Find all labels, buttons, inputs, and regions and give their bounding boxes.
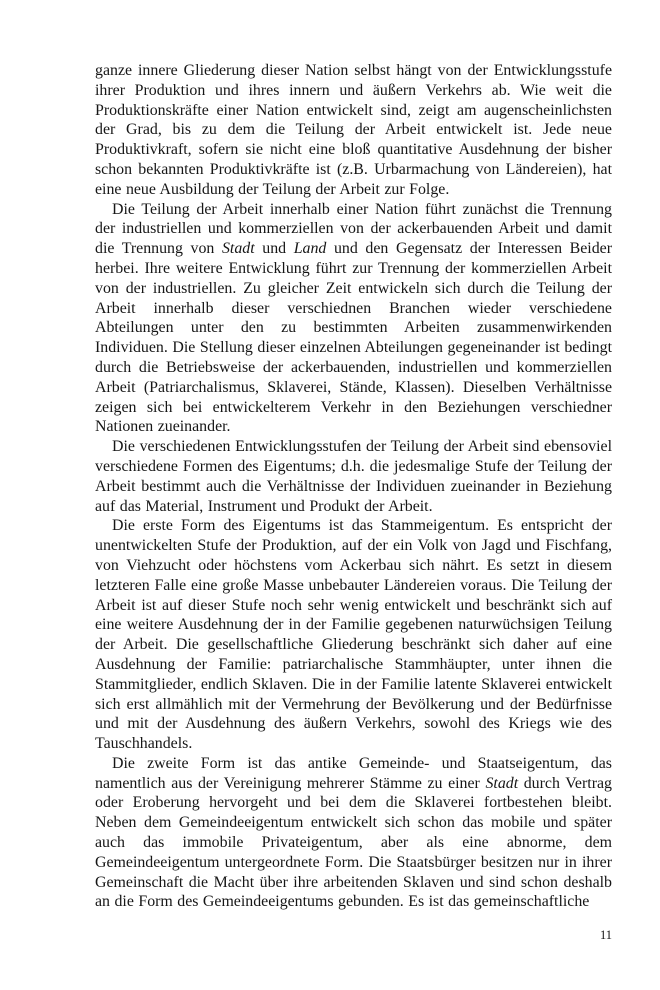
text-run: und — [254, 240, 294, 258]
text-run: Die erste Form des Eigentums ist das Stammeigentum. Es entspricht der unentwickelten Stufe der Produktion, auf der ein Volk von Jagd und Fischfang, von Viehzucht oder höchstens vom Ackerbau sich nährt. Es setzt in diesem letzteren Falle eine große Masse unbebauter Ländereien voraus. Die Teilung der Arbeit ist auf dieser Stufe noch sehr wenig entwickelt und beschränkt sich auf eine weitere Ausdehnung der in der Familie gegebenen naturwüchsigen Teilung der Arbeit. Die gesellschaftliche Gliederung beschränkt sich daher auf eine Ausdehnung der Familie: patriarchalische Stammhäupter, unter ihnen die Stammitglieder, endlich Sklaven. Die in der Familie latente Sklaverei entwickelt sich erst allmählich mit der Vermehrung der Bevölkerung und der Bedürfnisse und mit der Ausdehnung des äußern Verkehrs, sowohl des Kriegs wie des Tauschhandels. — [95, 517, 612, 753]
paragraph — [95, 61, 612, 200]
text-run: und den Gegensatz der Interessen Beider herbei. Ihre weitere Entwicklung führt zur Trennung der kommerziellen Arbeit von der industriellen. Zu gleicher Zeit entwickeln sich durch die Teilung der Arbeit innerhalb dieser verschiednen Branchen wieder verschiedene Abteilungen unter den zu bestimmten Arbeiten zusammenwirkenden Individuen. Die Stellung dieser einzelnen Abteilungen gegeneinander ist bedingt durch die Betriebsweise der ackerbauenden, industriellen und kommerziellen Arbeit (Patriarchalismus, Sklaverei, Stände, Klassen). Dieselben Verhältnisse zeigen sich bei entwickelterem Verkehr in den Beziehungen verschiedner Nationen zueinander. — [95, 240, 613, 436]
page-text-block — [95, 61, 612, 912]
paragraph — [95, 437, 612, 516]
paragraph — [95, 200, 612, 438]
text-run: Die Teilung der Arbeit innerhalb einer Nation führt zunächst die Trennung der industriellen und kommerziellen von der ackerbauenden Arbeit und damit die Trennung von — [95, 200, 612, 258]
paragraph — [95, 516, 612, 754]
italic-text-run: Stadt — [221, 240, 255, 258]
text-run: Die verschiedenen Entwicklungsstufen der Teilung der Arbeit sind ebensoviel verschiedene Formen des Eigentums; d.h. die jedesmalige Stufe der Teilung der Arbeit bestimmt auch die Verhältnisse der Individuen zueinander in Beziehung auf das Material, Instrument und Produkt der Arbeit. — [95, 438, 612, 515]
italic-text-run: Land — [293, 240, 327, 258]
italic-text-run: Stadt — [485, 774, 519, 792]
paragraph — [95, 754, 612, 912]
text-run: ganze innere Gliederung dieser Nation selbst hängt von der Entwicklungsstufe ihrer Produktion und ihres innern und äußern Verkehrs ab. Wie weit die Produktionskräfte einer Nation entwickelt sind, zeigt am augenscheinlichsten der Grad, bis zu dem die Teilung der Arbeit entwickelt ist. Jede neue Produktivkraft, sofern sie nicht eine bloß quantitative Ausdehnung der bisher schon bekannten Produktivkräfte ist (z.B. Urbarmachung von Ländereien), hat eine neue Ausbildung der Teilung der Arbeit zur Folge. — [95, 62, 612, 198]
page-number: 11 — [599, 928, 612, 942]
text-run: Die zweite Form ist das antike Gemeinde- und Staatseigentum, das namentlich aus der Vereinigung mehrerer Stämme zu einer — [95, 754, 612, 792]
text-run: durch Vertrag oder Eroberung hervorgeht und bei dem die Sklaverei fortbestehen bleibt. Neben dem Gemeindeeigentum entwickelt sich schon das mobile und später auch das immobile Privateigentum, aber als eine abnorme, dem Gemeindeeigentum untergeordnete Form. Die Staatsbürger besitzen nur in ihrer Gemeinschaft die Macht über ihre arbeitenden Sklaven und sind schon deshalb an die Form des Gemeindeeigentums gebunden. Es ist das gemeinschaftliche — [95, 774, 612, 911]
